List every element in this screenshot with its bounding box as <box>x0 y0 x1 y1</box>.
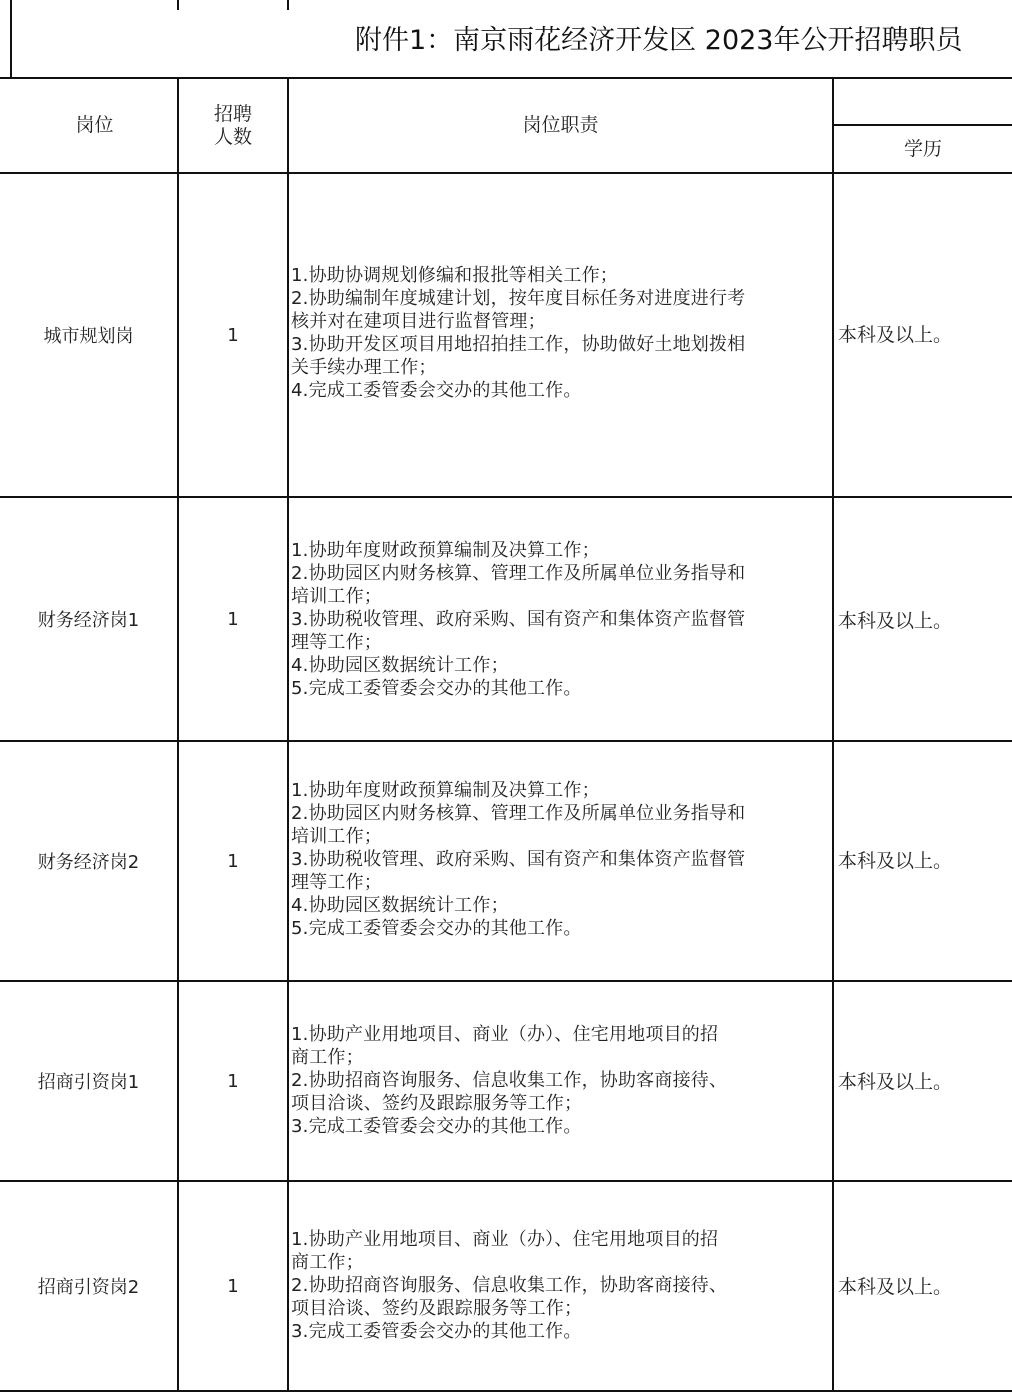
duty-line: 3.协助开发区项目用地招拍挂工作，协助做好土地划拨相 <box>291 334 746 355</box>
grid-line <box>287 0 289 10</box>
duty-line: 关手续办理工作； <box>291 357 437 378</box>
duty-line: 3.协助税收管理、政府采购、国有资产和集体资产监督管 <box>291 608 746 630</box>
duty-line: 3.完成工委管委会交办的其他工作。 <box>291 1320 582 1342</box>
duty-line: 3.协助税收管理、政府采购、国有资产和集体资产监督管 <box>291 848 746 870</box>
duty-line: 4.完成工委管委会交办的其他工作。 <box>291 380 582 401</box>
table-row-duties <box>291 742 826 976</box>
duty-line: 2.协助招商咨询服务、信息收集工作，协助客商接待、 <box>291 1069 728 1091</box>
table-row-duties <box>291 982 826 1178</box>
table-row-education: 本科及以上。 <box>838 1275 953 1298</box>
table-row-education: 本科及以上。 <box>838 323 953 346</box>
table-row-headcount: 1 <box>227 608 239 630</box>
table-row-duties <box>291 498 826 740</box>
duty-line: 培训工作； <box>291 585 382 607</box>
table-row-education: 本科及以上。 <box>838 849 953 872</box>
duty-line: 商工作； <box>291 1251 364 1273</box>
duty-line: 2.协助招商咨询服务、信息收集工作，协助客商接待、 <box>291 1274 728 1296</box>
grid-line <box>10 0 12 78</box>
duty-line: 4.协助园区数据统计工作； <box>291 894 509 916</box>
duty-line: 1.协助年度财政预算编制及决算工作； <box>291 539 600 561</box>
duty-line: 项目洽谈、签约及跟踪服务等工作； <box>291 1297 583 1319</box>
grid-line <box>832 78 834 1390</box>
duty-line: 理等工作； <box>291 631 382 653</box>
duty-line: 理等工作； <box>291 871 382 893</box>
table-row-headcount: 1 <box>227 1070 239 1092</box>
duty-line: 2.协助园区内财务核算、管理工作及所属单位业务指导和 <box>291 802 746 824</box>
table-row-headcount: 1 <box>227 850 239 872</box>
duty-line: 1.协助产业用地项目、商业（办）、住宅用地项目的招 <box>291 1023 719 1045</box>
duty-line: 5.完成工委管委会交办的其他工作。 <box>291 917 582 939</box>
table-row-headcount: 1 <box>227 1275 239 1297</box>
header-headcount: 招聘 人数 <box>213 102 252 148</box>
sheet-title: 附件1：南京雨花经济开发区 2023年公开招聘职员 <box>355 25 963 56</box>
table-row-position: 城市规划岗 <box>43 326 134 347</box>
table-row-duties <box>291 174 826 492</box>
table-row-education: 本科及以上。 <box>838 1070 953 1093</box>
header-education: 学历 <box>903 137 942 160</box>
table-row-position: 财务经济岗1 <box>37 610 140 631</box>
table-row-position: 财务经济岗2 <box>37 852 140 873</box>
duty-line: 1.协助产业用地项目、商业（办）、住宅用地项目的招 <box>291 1228 719 1250</box>
duty-line: 3.完成工委管委会交办的其他工作。 <box>291 1115 582 1137</box>
duty-line: 1.协助年度财政预算编制及决算工作； <box>291 779 600 801</box>
duty-line: 1.协助协调规划修编和报批等相关工作； <box>291 265 618 286</box>
table-row-position: 招商引资岗1 <box>37 1072 140 1093</box>
duty-line: 2.协助编制年度城建计划，按年度目标任务对进度进行考 <box>291 288 746 309</box>
table-row-headcount: 1 <box>227 324 239 346</box>
header-duties: 岗位职责 <box>522 114 599 136</box>
duty-line: 项目洽谈、签约及跟踪服务等工作； <box>291 1092 583 1114</box>
duty-line: 4.协助园区数据统计工作； <box>291 654 509 676</box>
table-row-duties <box>291 1182 826 1388</box>
header-position: 岗位 <box>75 114 114 136</box>
grid-line <box>177 0 179 10</box>
duty-line: 5.完成工委管委会交办的其他工作。 <box>291 677 582 699</box>
duty-line: 核并对在建项目进行监督管理； <box>291 311 546 332</box>
grid-line <box>287 78 289 1390</box>
duty-line: 2.协助园区内财务核算、管理工作及所属单位业务指导和 <box>291 562 746 584</box>
table-row-position: 招商引资岗2 <box>37 1277 140 1298</box>
grid-line <box>0 1390 1012 1392</box>
table-row-education: 本科及以上。 <box>838 609 953 632</box>
duty-line: 培训工作； <box>291 825 382 847</box>
duty-line: 商工作； <box>291 1046 364 1068</box>
